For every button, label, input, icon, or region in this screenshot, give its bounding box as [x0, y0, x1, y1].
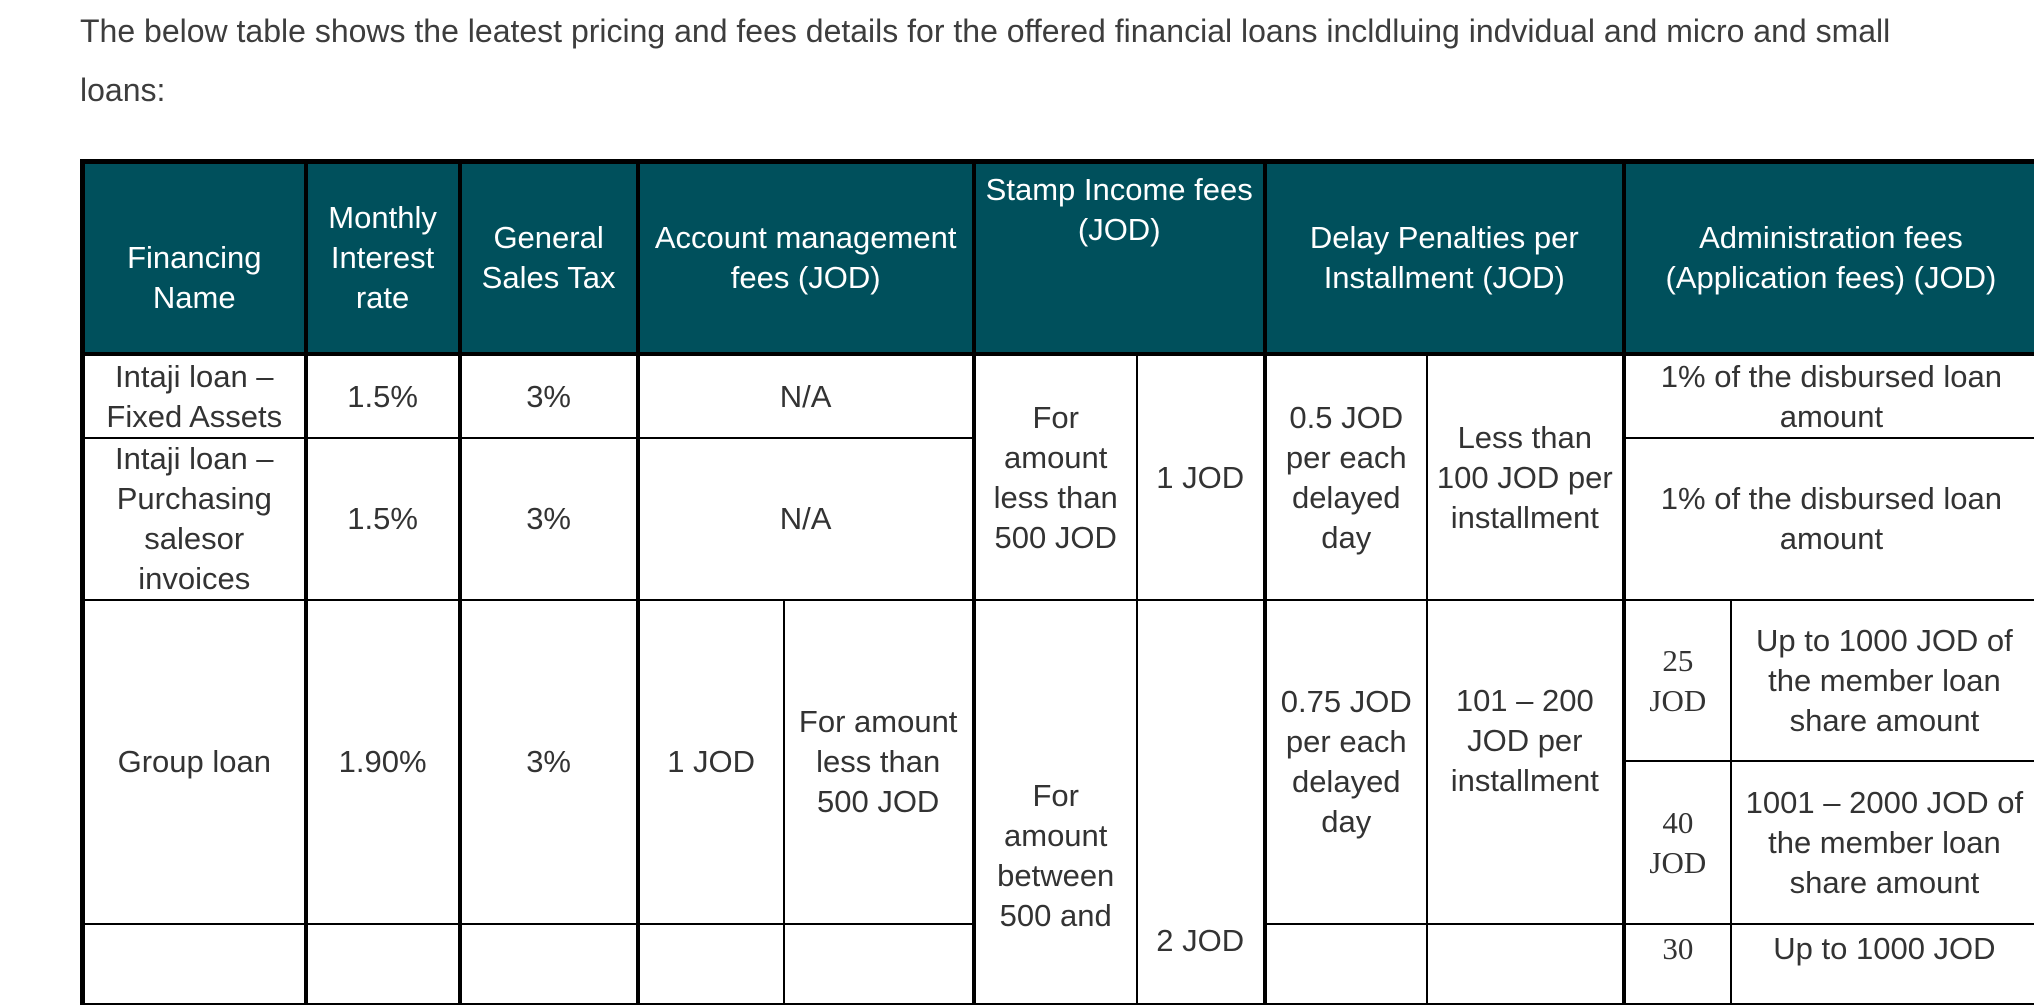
header-account-management: Account management fees (JOD)	[638, 162, 974, 355]
header-administration-fees: Administration fees (Application fees) (JOD)	[1624, 162, 2034, 355]
stamp-low-condition: For amount less than 500 JOD	[974, 354, 1137, 600]
table-row	[83, 354, 2034, 438]
delay-low-rate: 0.5 JOD per each delayed day	[1265, 354, 1427, 600]
cut-row-account-condition	[784, 924, 974, 1004]
row-group-account-fee: 1 JOD	[638, 600, 784, 924]
cut-row-delay-range	[1427, 924, 1624, 1004]
admin-tier-2-condition: 1001 – 2000 JOD of the member loan share amount	[1731, 761, 2034, 924]
row-intaji-fixed-admin: 1% of the disbursed loan amount	[1624, 354, 2034, 438]
admin-tier-1-condition: Up to 1000 JOD of the member loan share amount	[1731, 600, 2034, 761]
cut-row-tax	[460, 924, 638, 1004]
stamp-low-fee: 1 JOD	[1137, 354, 1265, 600]
cut-row-admin-fee: 30	[1624, 924, 1731, 1004]
header-monthly-interest: Monthly Interest rate	[306, 162, 460, 355]
row-intaji-purchasing-tax: 3%	[460, 438, 638, 600]
cut-row-interest	[306, 924, 460, 1004]
row-intaji-fixed-interest: 1.5%	[306, 354, 460, 438]
row-intaji-purchasing-interest: 1.5%	[306, 438, 460, 600]
row-intaji-purchasing-account: N/A	[638, 438, 974, 600]
row-intaji-fixed-name: Intaji loan – Fixed Assets	[83, 354, 306, 438]
header-row	[83, 162, 2034, 355]
stamp-mid-condition: For amount between 500 and	[974, 600, 1137, 1004]
cut-row-delay-rate	[1265, 924, 1427, 1004]
row-group-name: Group loan	[83, 600, 306, 924]
admin-tier-1-fee: 25 JOD	[1624, 600, 1731, 761]
header-stamp-income: Stamp Income fees (JOD)	[974, 162, 1265, 355]
row-intaji-fixed-tax: 3%	[460, 354, 638, 438]
delay-mid-rate: 0.75 JOD per each delayed day	[1265, 600, 1427, 924]
cut-row-name	[83, 924, 306, 1004]
delay-mid-range: 101 – 200 JOD per installment	[1427, 600, 1624, 924]
pricing-fees-table	[80, 159, 2034, 1005]
row-intaji-purchasing-admin: 1% of the disbursed loan amount	[1624, 438, 2034, 600]
row-group-account-condition: For amount less than 500 JOD	[784, 600, 974, 924]
header-sales-tax: General Sales Tax	[460, 162, 638, 355]
table-row	[83, 600, 2034, 761]
admin-tier-2-fee: 40 JOD	[1624, 761, 1731, 924]
cut-row-admin-condition: Up to 1000 JOD	[1731, 924, 2034, 1004]
delay-low-range: Less than 100 JOD per installment	[1427, 354, 1624, 600]
header-financing-name: Financing Name	[83, 162, 306, 355]
intro-paragraph: The below table shows the leatest pricing and fees details for the offered financial loans incldluing indvidual and micro and small loans:	[80, 2, 1980, 120]
cut-row-account-fee	[638, 924, 784, 1004]
row-group-tax: 3%	[460, 600, 638, 924]
row-group-interest: 1.90%	[306, 600, 460, 924]
header-delay-penalties: Delay Penalties per Installment (JOD)	[1265, 162, 1624, 355]
stamp-mid-fee: 2 JOD	[1137, 600, 1265, 1004]
row-intaji-purchasing-name: Intaji loan – Purchasing salesor invoices	[83, 438, 306, 600]
row-intaji-fixed-account: N/A	[638, 354, 974, 438]
